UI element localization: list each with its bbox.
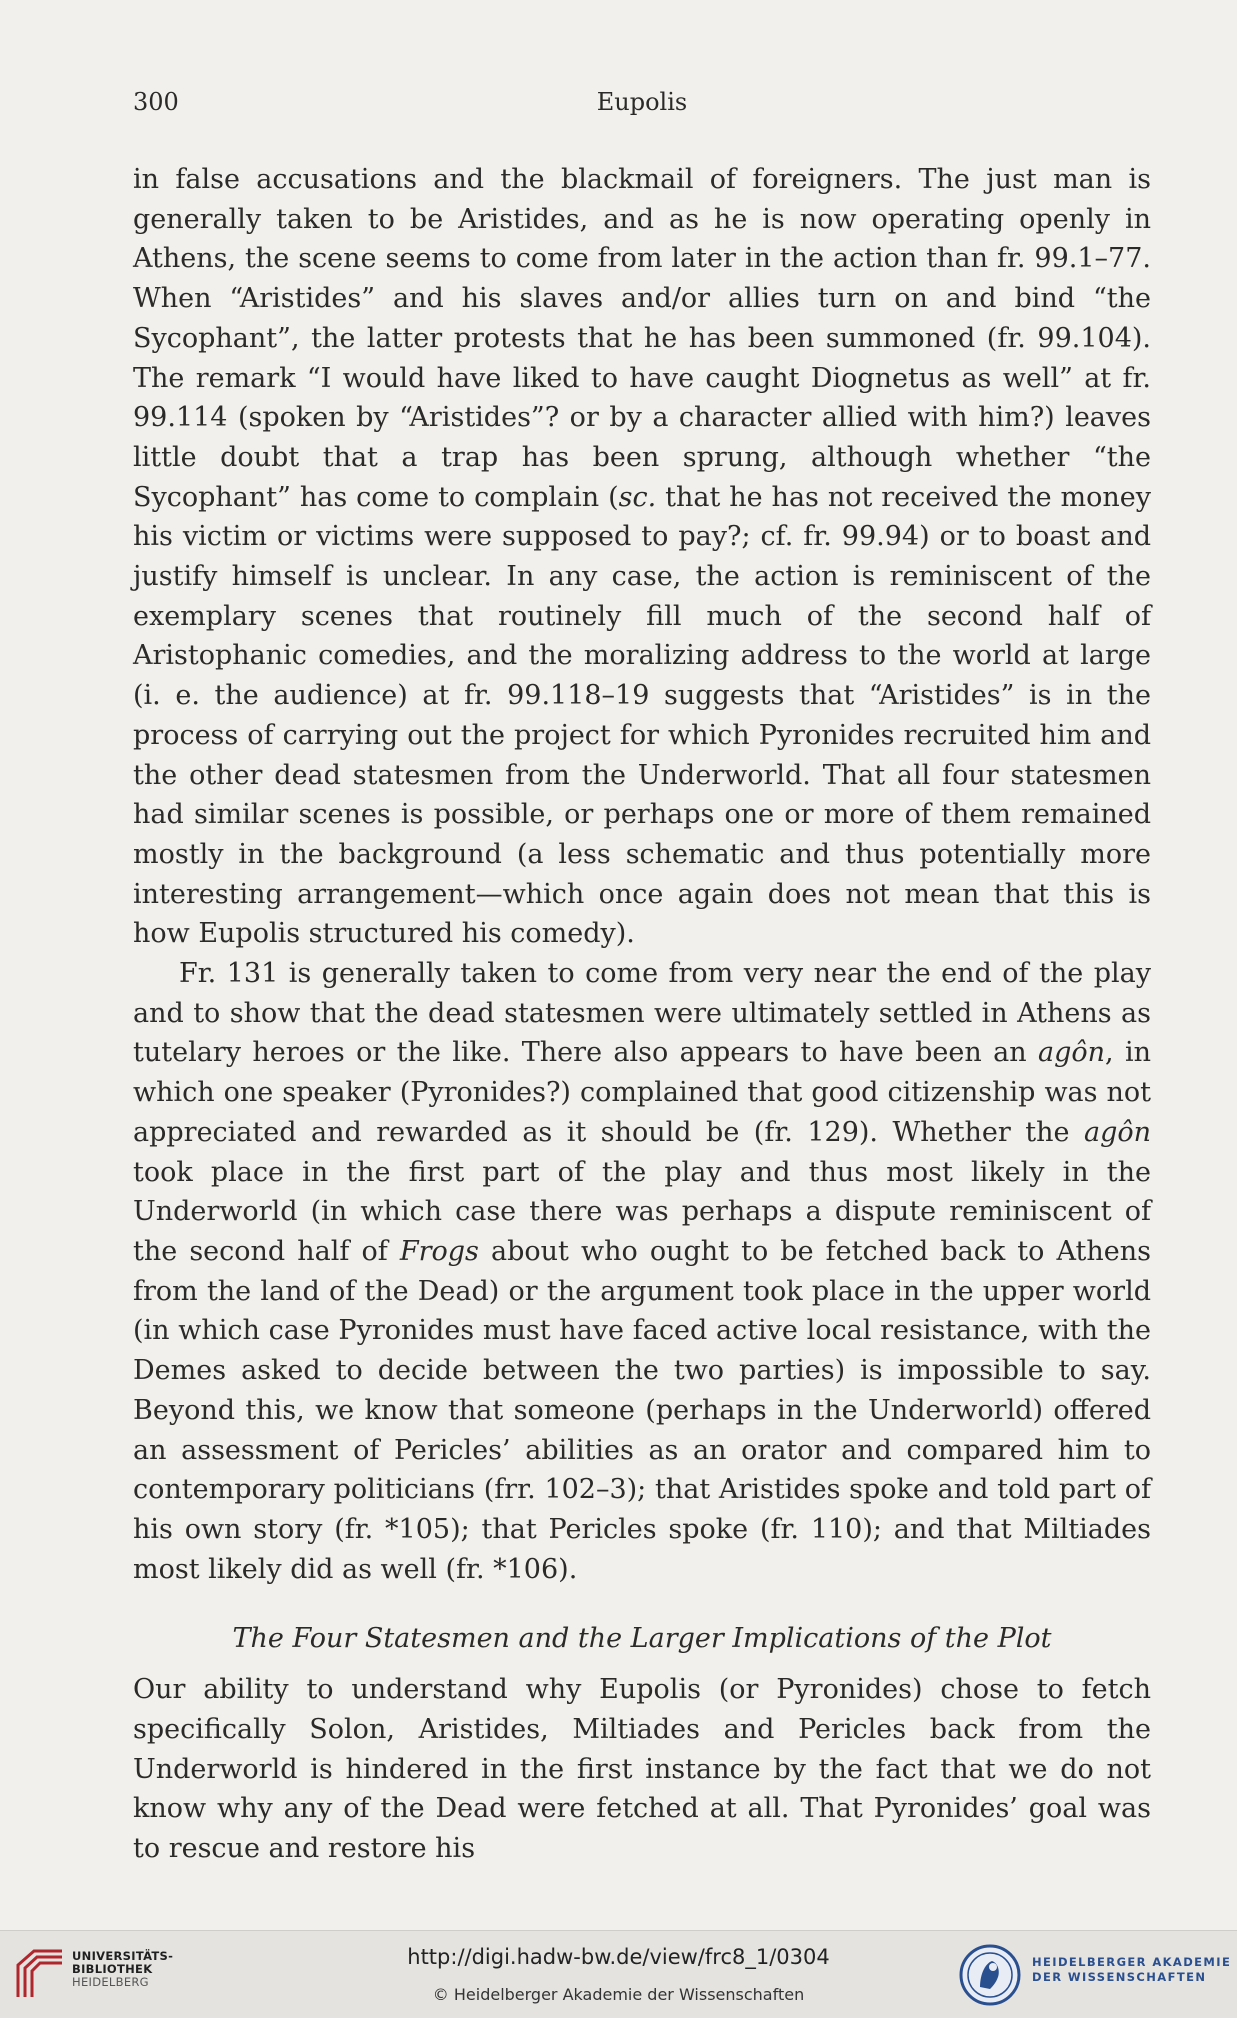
paragraph-1-sc: sc. (618, 481, 657, 513)
page-number: 300 (133, 88, 179, 116)
ub-line-2: BIBLIOTHEK (72, 1962, 153, 1976)
body-text (133, 160, 1151, 1869)
permalink-url[interactable]: http://digi.hadw-bw.de/view/frc8_1/0304 (407, 1945, 830, 1969)
paragraph-2-agon-2: agôn (1083, 1116, 1151, 1148)
copyright-notice: © Heidelberger Akademie der Wissenschaften (432, 1985, 805, 2004)
hadw-line-2: DER WISSENSCHAFTEN (1032, 1970, 1207, 1984)
paragraph-3: Our ability to understand why Eupolis (or Pyronides) chose to fetch specifically Solon, Aristides, Miltiades and Pericles back from the Underworld is hindered in the first instance by the fact that we do not know why any of the Dead were fetched at all. That Pyronides’ goal was to rescue and restore his (133, 1674, 1151, 1865)
paragraph-2-text-b: , in which one speaker (Pyronides?) complained that good citizenship was not appreciated and rewarded as it should be (fr. 129). Whether the (133, 1037, 1151, 1148)
paragraph-2-text-a: Fr. 131 is generally taken to come from very near the end of the play and to show that the dead statesmen were ultimately settled in Athens as tutelary heroes or the like. There also appears to have been an (133, 958, 1151, 1069)
paragraph-1 (133, 160, 1151, 954)
running-title: Eupolis (596, 88, 688, 116)
footer-bar (0, 1930, 1237, 2018)
hadw-line-1: HEIDELBERGER AKADEMIE (1032, 1955, 1232, 1969)
section-heading: The Four Statesmen and the Larger Implications of the Plot (232, 1623, 1052, 1655)
academy-seal-icon (958, 1943, 1022, 2007)
paragraph-2 (133, 954, 1151, 1589)
running-head (133, 88, 1151, 118)
paragraph-2-text-d: about who ought to be fetched back to Athens from the land of the Dead) or the argument took place in the upper world (in which case Pyronides must have faced active local resistance, with the Demes asked to decide between the two parties) is impossible to say. Beyond this, we know that someone (perhaps in the Underworld) offered an assessment of Pericles’ abilities as an orator and compared him to contemporary politicians (frr. 102–3); that Aristides spoke and told part of his own story (fr. *105); that Pericles spoke (fr. 110); and that Miltiades most likely did as well (fr. *106). (133, 1235, 1151, 1585)
paragraph-1-rest: that he has not received the money his victim or victims were supposed to pay?; cf. fr. 99.94) or to boast and justify himself is unclear. In any case, the action is reminiscent of the exemplary scenes that routinely fill much of the second half of Aristophanic comedies, and the moralizing address to the world at large (i. e. the audience) at fr. 99.118–19 suggests that “Aristides” is in the process of carrying out the project for which Pyronides recruited him and the other dead statesmen from the Underworld. That all four statesmen had similar scenes is possible, or perhaps one or more of them remained mostly in the background (a less schematic and thus potentially more interesting arrangement—which once again does not mean that this is how Eupolis structured his comedy). (133, 481, 1151, 950)
paragraph-2-text-c: took place in the first part of the play and thus most likely in the Underworld (in which case there was perhaps a dispute reminiscent of the second half of (133, 1156, 1151, 1267)
paragraph-2-frogs: Frogs (399, 1235, 479, 1267)
academy-name (1032, 1955, 1231, 1985)
ub-line-3: HEIDELBERG (72, 1975, 149, 1989)
ub-line-1: UNIVERSITÄTS- (72, 1949, 174, 1963)
paragraph-1-text: in false accusations and the blackmail of foreigners. The just man is generally taken to be Aristides, and as he is now operating openly in Athens, the scene seems to come from later in the action than fr. 99.1–77. When “Aristides” and his slaves and/or allies turn on and bind “the Sycophant”, the latter protests that he has been summoned (fr. 99.104). The remark “I would have liked to have caught Diognetus as well” at fr. 99.114 (spoken by “Aristides”? or by a character allied with him?) leaves little doubt that a trap has been sprung, although whether “the Sycophant” has come to complain ( (133, 164, 1151, 513)
paragraph-2-agon-1: agôn (1037, 1037, 1106, 1069)
